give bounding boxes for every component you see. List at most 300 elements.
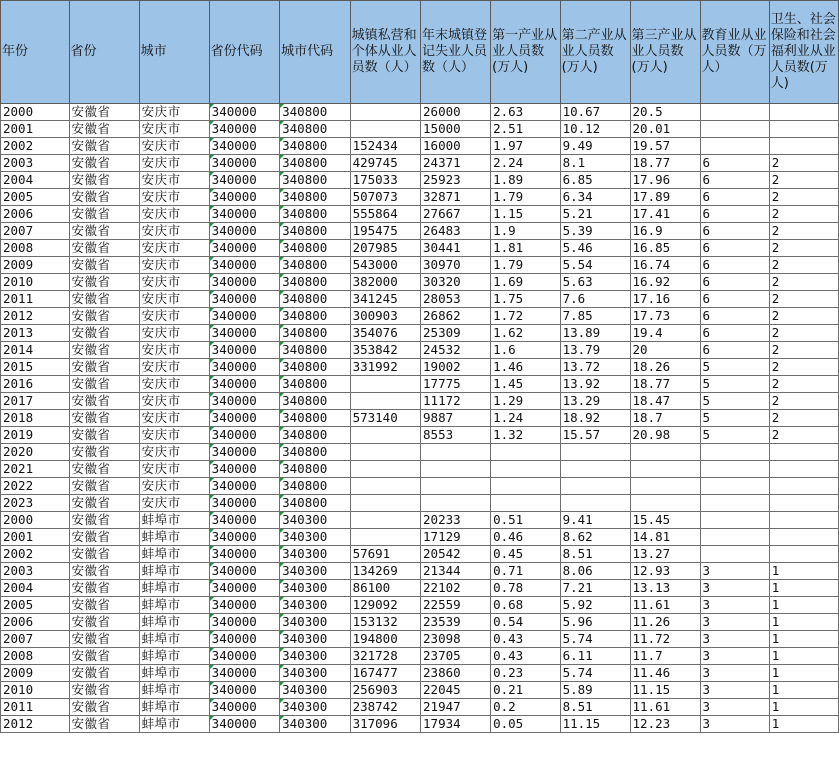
table-cell[interactable]: 1 <box>769 580 838 597</box>
table-cell[interactable]: 安徽省 <box>69 478 139 495</box>
table-cell[interactable]: 340000 <box>209 444 279 461</box>
header-education[interactable] <box>700 1 769 104</box>
table-cell[interactable]: 2001 <box>1 529 70 546</box>
table-cell[interactable]: 2 <box>769 427 838 444</box>
table-cell[interactable]: 安庆市 <box>139 155 209 172</box>
table-cell[interactable]: 340800 <box>280 427 350 444</box>
table-cell[interactable]: 安徽省 <box>69 138 139 155</box>
table-cell[interactable]: 321728 <box>350 648 420 665</box>
table-cell[interactable]: 20233 <box>421 512 491 529</box>
header-health-welfare[interactable] <box>769 1 838 104</box>
table-cell[interactable]: 2 <box>769 291 838 308</box>
table-cell[interactable]: 1.32 <box>491 427 560 444</box>
table-cell[interactable]: 安徽省 <box>69 376 139 393</box>
table-cell[interactable]: 2014 <box>1 342 70 359</box>
table-cell[interactable]: 2 <box>769 257 838 274</box>
table-cell[interactable]: 3 <box>700 699 769 716</box>
table-cell[interactable]: 2 <box>769 342 838 359</box>
table-cell[interactable]: 18.77 <box>630 155 700 172</box>
table-cell[interactable]: 153132 <box>350 614 420 631</box>
table-cell[interactable]: 16.9 <box>630 223 700 240</box>
table-cell[interactable]: 0.68 <box>491 597 560 614</box>
table-cell[interactable] <box>700 121 769 138</box>
table-cell[interactable]: 蚌埠市 <box>139 529 209 546</box>
table-cell[interactable]: 3 <box>700 563 769 580</box>
table-cell[interactable]: 安徽省 <box>69 580 139 597</box>
table-cell[interactable]: 2016 <box>1 376 70 393</box>
table-cell[interactable]: 2.51 <box>491 121 560 138</box>
table-cell[interactable]: 300903 <box>350 308 420 325</box>
table-cell[interactable]: 2006 <box>1 614 70 631</box>
table-cell[interactable]: 2007 <box>1 223 70 240</box>
table-cell[interactable]: 340000 <box>209 427 279 444</box>
table-cell[interactable]: 1.89 <box>491 172 560 189</box>
table-cell[interactable]: 6.85 <box>560 172 630 189</box>
table-cell[interactable]: 2018 <box>1 410 70 427</box>
table-cell[interactable] <box>350 529 420 546</box>
table-cell[interactable]: 2023 <box>1 495 70 512</box>
table-cell[interactable]: 2006 <box>1 206 70 223</box>
table-cell[interactable]: 安徽省 <box>69 699 139 716</box>
table-cell[interactable]: 17.96 <box>630 172 700 189</box>
table-cell[interactable]: 2021 <box>1 461 70 478</box>
table-cell[interactable]: 340300 <box>280 563 350 580</box>
table-cell[interactable]: 0.43 <box>491 631 560 648</box>
table-cell[interactable]: 340000 <box>209 393 279 410</box>
table-cell[interactable]: 2 <box>769 274 838 291</box>
table-cell[interactable]: 1.79 <box>491 257 560 274</box>
table-cell[interactable]: 5 <box>700 427 769 444</box>
table-cell[interactable]: 5 <box>700 393 769 410</box>
table-cell[interactable]: 11.46 <box>630 665 700 682</box>
table-cell[interactable]: 3 <box>700 580 769 597</box>
table-cell[interactable]: 1.24 <box>491 410 560 427</box>
table-cell[interactable]: 0.2 <box>491 699 560 716</box>
table-cell[interactable]: 安庆市 <box>139 172 209 189</box>
table-cell[interactable]: 2011 <box>1 291 70 308</box>
table-cell[interactable]: 6 <box>700 189 769 206</box>
header-private-employees[interactable] <box>350 1 420 104</box>
table-cell[interactable]: 12.93 <box>630 563 700 580</box>
table-cell[interactable]: 2004 <box>1 172 70 189</box>
table-cell[interactable]: 340000 <box>209 291 279 308</box>
table-cell[interactable]: 8.06 <box>560 563 630 580</box>
table-cell[interactable]: 8.1 <box>560 155 630 172</box>
table-cell[interactable]: 1 <box>769 682 838 699</box>
table-cell[interactable]: 安徽省 <box>69 427 139 444</box>
table-cell[interactable]: 11172 <box>421 393 491 410</box>
table-cell[interactable]: 9.41 <box>560 512 630 529</box>
table-cell[interactable]: 安徽省 <box>69 257 139 274</box>
table-cell[interactable]: 0.51 <box>491 512 560 529</box>
table-cell[interactable]: 2 <box>769 359 838 376</box>
header-city[interactable]: 城市 <box>139 1 209 104</box>
table-cell[interactable]: 1 <box>769 699 838 716</box>
table-cell[interactable]: 16.74 <box>630 257 700 274</box>
table-cell[interactable]: 7.6 <box>560 291 630 308</box>
table-cell[interactable]: 1.79 <box>491 189 560 206</box>
table-cell[interactable]: 安徽省 <box>69 597 139 614</box>
table-cell[interactable]: 2 <box>769 308 838 325</box>
table-cell[interactable] <box>491 495 560 512</box>
table-cell[interactable]: 安庆市 <box>139 121 209 138</box>
table-cell[interactable]: 5.89 <box>560 682 630 699</box>
table-cell[interactable]: 23539 <box>421 614 491 631</box>
table-cell[interactable]: 340300 <box>280 614 350 631</box>
table-cell[interactable]: 安徽省 <box>69 410 139 427</box>
table-cell[interactable]: 2005 <box>1 189 70 206</box>
table-cell[interactable]: 1.69 <box>491 274 560 291</box>
table-cell[interactable]: 0.78 <box>491 580 560 597</box>
table-cell[interactable]: 24532 <box>421 342 491 359</box>
table-cell[interactable]: 340000 <box>209 512 279 529</box>
table-cell[interactable]: 安徽省 <box>69 189 139 206</box>
table-cell[interactable]: 5 <box>700 376 769 393</box>
table-cell[interactable]: 14.81 <box>630 529 700 546</box>
table-cell[interactable]: 安徽省 <box>69 512 139 529</box>
table-cell[interactable]: 1 <box>769 631 838 648</box>
table-cell[interactable]: 蚌埠市 <box>139 580 209 597</box>
header-unemployed[interactable] <box>421 1 491 104</box>
table-cell[interactable] <box>700 104 769 121</box>
table-cell[interactable]: 0.23 <box>491 665 560 682</box>
table-cell[interactable]: 6 <box>700 155 769 172</box>
table-cell[interactable]: 382000 <box>350 274 420 291</box>
table-cell[interactable]: 21344 <box>421 563 491 580</box>
table-cell[interactable]: 340000 <box>209 376 279 393</box>
table-cell[interactable]: 429745 <box>350 155 420 172</box>
table-cell[interactable]: 安庆市 <box>139 104 209 121</box>
table-cell[interactable]: 2010 <box>1 682 70 699</box>
table-cell[interactable] <box>630 461 700 478</box>
table-cell[interactable]: 340300 <box>280 580 350 597</box>
table-cell[interactable]: 340000 <box>209 478 279 495</box>
table-cell[interactable]: 10.67 <box>560 104 630 121</box>
table-cell[interactable]: 340800 <box>280 461 350 478</box>
table-cell[interactable]: 5 <box>700 410 769 427</box>
table-cell[interactable] <box>769 121 838 138</box>
table-cell[interactable] <box>769 495 838 512</box>
table-cell[interactable]: 2 <box>769 155 838 172</box>
table-cell[interactable]: 6.34 <box>560 189 630 206</box>
table-cell[interactable]: 2008 <box>1 648 70 665</box>
table-cell[interactable] <box>769 478 838 495</box>
table-cell[interactable]: 安徽省 <box>69 648 139 665</box>
table-cell[interactable] <box>421 495 491 512</box>
table-cell[interactable]: 6 <box>700 274 769 291</box>
table-cell[interactable]: 2009 <box>1 665 70 682</box>
table-cell[interactable]: 5.21 <box>560 206 630 223</box>
table-cell[interactable]: 28053 <box>421 291 491 308</box>
table-cell[interactable]: 1.15 <box>491 206 560 223</box>
table-cell[interactable]: 1.9 <box>491 223 560 240</box>
table-cell[interactable]: 30970 <box>421 257 491 274</box>
table-cell[interactable]: 340800 <box>280 206 350 223</box>
table-cell[interactable]: 18.77 <box>630 376 700 393</box>
table-cell[interactable]: 340300 <box>280 699 350 716</box>
table-cell[interactable]: 2019 <box>1 427 70 444</box>
table-cell[interactable] <box>700 138 769 155</box>
table-cell[interactable]: 2011 <box>1 699 70 716</box>
table-cell[interactable]: 340300 <box>280 665 350 682</box>
table-cell[interactable]: 0.43 <box>491 648 560 665</box>
table-cell[interactable]: 1.75 <box>491 291 560 308</box>
table-cell[interactable]: 1 <box>769 648 838 665</box>
table-cell[interactable]: 0.46 <box>491 529 560 546</box>
table-cell[interactable]: 340800 <box>280 240 350 257</box>
table-cell[interactable]: 17934 <box>421 716 491 733</box>
table-cell[interactable]: 340000 <box>209 716 279 733</box>
table-cell[interactable]: 5.63 <box>560 274 630 291</box>
table-cell[interactable]: 340800 <box>280 376 350 393</box>
table-cell[interactable]: 5.92 <box>560 597 630 614</box>
table-cell[interactable]: 蚌埠市 <box>139 597 209 614</box>
table-cell[interactable]: 2 <box>769 189 838 206</box>
table-cell[interactable]: 0.71 <box>491 563 560 580</box>
table-cell[interactable] <box>350 376 420 393</box>
table-cell[interactable]: 21947 <box>421 699 491 716</box>
table-cell[interactable]: 11.26 <box>630 614 700 631</box>
table-cell[interactable]: 1.62 <box>491 325 560 342</box>
header-province[interactable]: 省份 <box>69 1 139 104</box>
table-cell[interactable]: 340300 <box>280 631 350 648</box>
table-cell[interactable]: 340000 <box>209 172 279 189</box>
table-cell[interactable]: 5.74 <box>560 631 630 648</box>
table-cell[interactable]: 1.81 <box>491 240 560 257</box>
table-cell[interactable]: 3 <box>700 631 769 648</box>
table-cell[interactable]: 340800 <box>280 104 350 121</box>
table-cell[interactable]: 18.7 <box>630 410 700 427</box>
table-cell[interactable]: 256903 <box>350 682 420 699</box>
table-cell[interactable]: 蚌埠市 <box>139 716 209 733</box>
table-cell[interactable]: 134269 <box>350 563 420 580</box>
table-cell[interactable]: 340300 <box>280 529 350 546</box>
table-cell[interactable] <box>630 478 700 495</box>
table-cell[interactable] <box>700 478 769 495</box>
table-cell[interactable]: 12.23 <box>630 716 700 733</box>
table-cell[interactable]: 16.85 <box>630 240 700 257</box>
table-cell[interactable]: 6 <box>700 206 769 223</box>
table-cell[interactable]: 安庆市 <box>139 342 209 359</box>
table-cell[interactable]: 13.72 <box>560 359 630 376</box>
table-cell[interactable] <box>769 512 838 529</box>
table-cell[interactable]: 6.11 <box>560 648 630 665</box>
table-cell[interactable]: 2004 <box>1 580 70 597</box>
table-cell[interactable]: 3 <box>700 597 769 614</box>
table-cell[interactable]: 20.5 <box>630 104 700 121</box>
table-cell[interactable]: 3 <box>700 716 769 733</box>
table-cell[interactable]: 安庆市 <box>139 325 209 342</box>
table-cell[interactable]: 13.27 <box>630 546 700 563</box>
table-cell[interactable]: 340800 <box>280 172 350 189</box>
table-cell[interactable]: 25309 <box>421 325 491 342</box>
table-cell[interactable]: 6 <box>700 342 769 359</box>
table-cell[interactable] <box>700 529 769 546</box>
table-cell[interactable]: 340000 <box>209 359 279 376</box>
table-cell[interactable]: 340000 <box>209 529 279 546</box>
table-cell[interactable]: 9.49 <box>560 138 630 155</box>
table-cell[interactable]: 11.61 <box>630 597 700 614</box>
table-cell[interactable]: 340800 <box>280 495 350 512</box>
table-cell[interactable] <box>769 138 838 155</box>
table-cell[interactable]: 0.45 <box>491 546 560 563</box>
table-cell[interactable]: 17129 <box>421 529 491 546</box>
table-cell[interactable]: 17.16 <box>630 291 700 308</box>
table-cell[interactable]: 6 <box>700 291 769 308</box>
table-cell[interactable]: 13.89 <box>560 325 630 342</box>
table-cell[interactable]: 3 <box>700 682 769 699</box>
table-cell[interactable]: 26000 <box>421 104 491 121</box>
table-cell[interactable]: 13.13 <box>630 580 700 597</box>
table-cell[interactable]: 蚌埠市 <box>139 699 209 716</box>
table-cell[interactable]: 507073 <box>350 189 420 206</box>
table-cell[interactable]: 安庆市 <box>139 393 209 410</box>
table-cell[interactable]: 23860 <box>421 665 491 682</box>
table-cell[interactable]: 8.51 <box>560 546 630 563</box>
table-cell[interactable] <box>421 478 491 495</box>
table-cell[interactable]: 340000 <box>209 665 279 682</box>
table-cell[interactable]: 6 <box>700 308 769 325</box>
table-cell[interactable]: 340800 <box>280 342 350 359</box>
table-cell[interactable]: 3 <box>700 665 769 682</box>
table-cell[interactable]: 5.96 <box>560 614 630 631</box>
header-year[interactable]: 年份 <box>1 1 70 104</box>
table-cell[interactable]: 蚌埠市 <box>139 512 209 529</box>
table-cell[interactable]: 340000 <box>209 308 279 325</box>
table-cell[interactable]: 2003 <box>1 563 70 580</box>
table-cell[interactable]: 1.46 <box>491 359 560 376</box>
table-cell[interactable]: 17775 <box>421 376 491 393</box>
table-cell[interactable]: 5.46 <box>560 240 630 257</box>
table-cell[interactable] <box>630 444 700 461</box>
table-cell[interactable] <box>769 529 838 546</box>
table-cell[interactable]: 340800 <box>280 155 350 172</box>
table-cell[interactable] <box>560 444 630 461</box>
table-cell[interactable]: 2 <box>769 172 838 189</box>
table-cell[interactable]: 2009 <box>1 257 70 274</box>
table-cell[interactable]: 20.01 <box>630 121 700 138</box>
table-cell[interactable]: 1.72 <box>491 308 560 325</box>
table-cell[interactable]: 安徽省 <box>69 223 139 240</box>
table-cell[interactable]: 15000 <box>421 121 491 138</box>
table-cell[interactable]: 573140 <box>350 410 420 427</box>
table-cell[interactable]: 2 <box>769 393 838 410</box>
table-cell[interactable] <box>350 495 420 512</box>
table-cell[interactable]: 340800 <box>280 223 350 240</box>
table-cell[interactable] <box>350 393 420 410</box>
table-cell[interactable] <box>421 444 491 461</box>
table-cell[interactable]: 167477 <box>350 665 420 682</box>
table-cell[interactable] <box>350 427 420 444</box>
header-primary-industry[interactable] <box>491 1 560 104</box>
table-cell[interactable]: 安徽省 <box>69 682 139 699</box>
table-cell[interactable]: 蚌埠市 <box>139 546 209 563</box>
table-cell[interactable]: 安徽省 <box>69 308 139 325</box>
table-cell[interactable]: 安庆市 <box>139 138 209 155</box>
table-cell[interactable]: 340000 <box>209 563 279 580</box>
table-cell[interactable] <box>350 104 420 121</box>
table-cell[interactable]: 安庆市 <box>139 308 209 325</box>
table-cell[interactable]: 340000 <box>209 631 279 648</box>
table-cell[interactable]: 340800 <box>280 257 350 274</box>
table-cell[interactable] <box>769 444 838 461</box>
table-cell[interactable]: 8.62 <box>560 529 630 546</box>
table-cell[interactable]: 340000 <box>209 240 279 257</box>
table-cell[interactable]: 6 <box>700 257 769 274</box>
table-cell[interactable]: 340800 <box>280 138 350 155</box>
table-cell[interactable]: 2 <box>769 376 838 393</box>
table-cell[interactable]: 195475 <box>350 223 420 240</box>
table-cell[interactable]: 18.47 <box>630 393 700 410</box>
table-cell[interactable]: 安庆市 <box>139 376 209 393</box>
table-cell[interactable]: 57691 <box>350 546 420 563</box>
table-cell[interactable]: 20 <box>630 342 700 359</box>
table-cell[interactable]: 340000 <box>209 648 279 665</box>
table-cell[interactable]: 11.15 <box>630 682 700 699</box>
table-cell[interactable]: 1.45 <box>491 376 560 393</box>
table-cell[interactable] <box>630 495 700 512</box>
table-cell[interactable]: 7.85 <box>560 308 630 325</box>
table-cell[interactable]: 安庆市 <box>139 223 209 240</box>
table-cell[interactable]: 32871 <box>421 189 491 206</box>
table-cell[interactable]: 175033 <box>350 172 420 189</box>
table-cell[interactable]: 340800 <box>280 189 350 206</box>
table-cell[interactable]: 蚌埠市 <box>139 682 209 699</box>
table-cell[interactable]: 10.12 <box>560 121 630 138</box>
table-cell[interactable]: 安徽省 <box>69 461 139 478</box>
table-cell[interactable]: 安庆市 <box>139 274 209 291</box>
table-cell[interactable]: 19.57 <box>630 138 700 155</box>
table-cell[interactable]: 2 <box>769 223 838 240</box>
table-cell[interactable]: 340000 <box>209 155 279 172</box>
table-cell[interactable] <box>769 546 838 563</box>
table-cell[interactable]: 安徽省 <box>69 665 139 682</box>
table-cell[interactable] <box>560 461 630 478</box>
table-cell[interactable]: 238742 <box>350 699 420 716</box>
table-cell[interactable]: 安庆市 <box>139 257 209 274</box>
table-cell[interactable]: 340000 <box>209 614 279 631</box>
table-cell[interactable]: 5 <box>700 359 769 376</box>
table-cell[interactable]: 30441 <box>421 240 491 257</box>
table-cell[interactable]: 340000 <box>209 223 279 240</box>
table-cell[interactable] <box>491 461 560 478</box>
table-cell[interactable]: 340000 <box>209 461 279 478</box>
table-cell[interactable]: 安庆市 <box>139 206 209 223</box>
table-cell[interactable]: 15.57 <box>560 427 630 444</box>
table-cell[interactable]: 317096 <box>350 716 420 733</box>
table-cell[interactable]: 2003 <box>1 155 70 172</box>
table-cell[interactable]: 2020 <box>1 444 70 461</box>
table-cell[interactable]: 30320 <box>421 274 491 291</box>
table-cell[interactable]: 18.92 <box>560 410 630 427</box>
table-cell[interactable]: 23705 <box>421 648 491 665</box>
table-cell[interactable]: 安徽省 <box>69 546 139 563</box>
table-cell[interactable]: 22559 <box>421 597 491 614</box>
table-cell[interactable]: 340000 <box>209 138 279 155</box>
table-cell[interactable]: 1.6 <box>491 342 560 359</box>
table-cell[interactable]: 555864 <box>350 206 420 223</box>
table-cell[interactable]: 6 <box>700 240 769 257</box>
table-cell[interactable]: 1 <box>769 563 838 580</box>
table-cell[interactable]: 0.54 <box>491 614 560 631</box>
header-secondary-industry[interactable] <box>560 1 630 104</box>
table-cell[interactable]: 340000 <box>209 580 279 597</box>
table-cell[interactable]: 安徽省 <box>69 716 139 733</box>
table-cell[interactable]: 蚌埠市 <box>139 614 209 631</box>
table-cell[interactable]: 340800 <box>280 274 350 291</box>
table-cell[interactable]: 2 <box>769 325 838 342</box>
table-cell[interactable]: 8.51 <box>560 699 630 716</box>
